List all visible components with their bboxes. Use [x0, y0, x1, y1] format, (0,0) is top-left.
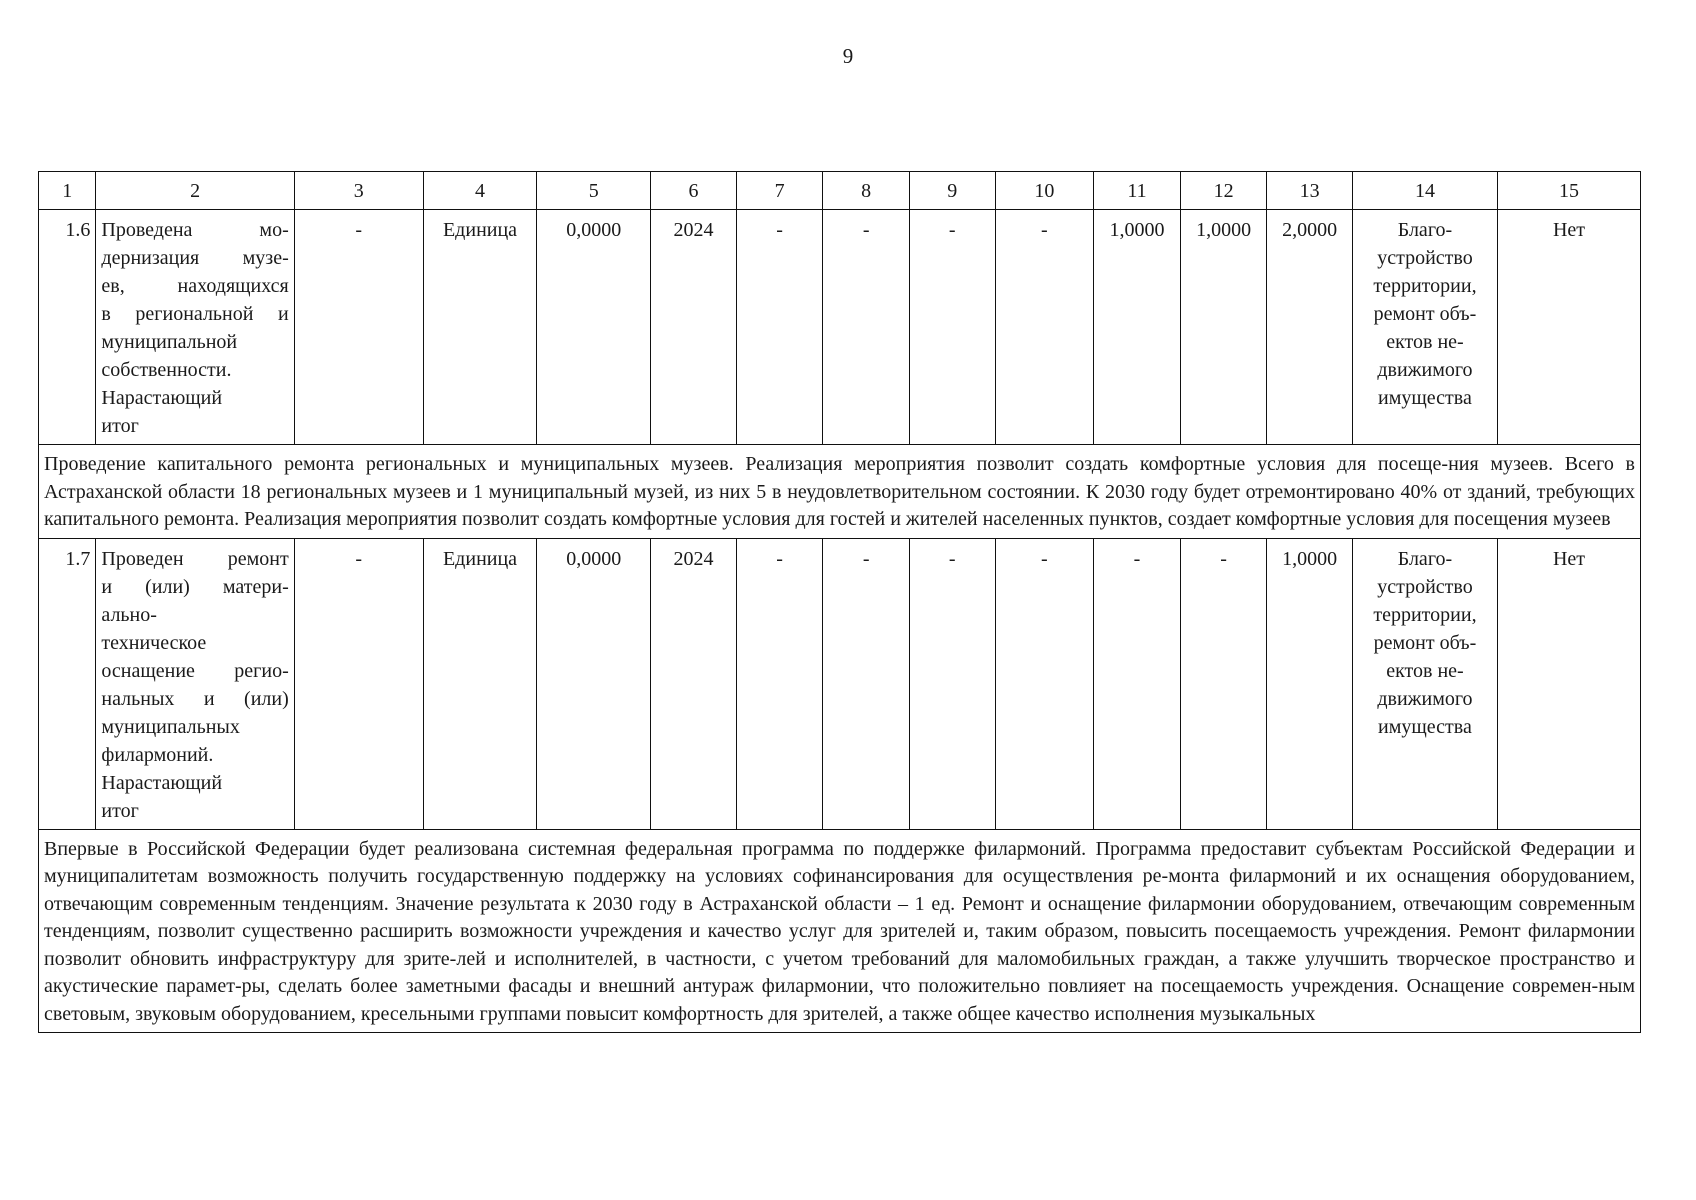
- unit-cell: Единица: [423, 210, 537, 445]
- page-number: 9: [842, 44, 854, 68]
- cell-text-line: ектов не-: [1386, 331, 1464, 353]
- table-cell: Нет: [1497, 538, 1640, 829]
- column-header: 7: [736, 172, 823, 210]
- cell-text-line: в региональной и: [101, 303, 289, 325]
- table-cell: -: [823, 538, 910, 829]
- table-cell: -: [909, 210, 995, 445]
- cell-text-line: ально-: [101, 603, 157, 626]
- table-row: [39, 538, 1641, 829]
- cell-text-line: Благо-: [1397, 219, 1453, 241]
- cell-text-line: движимого: [1377, 687, 1473, 710]
- result-type-cell: [1352, 538, 1497, 829]
- table-cell: 1,0000: [1267, 538, 1353, 829]
- unit-cell: Единица: [423, 538, 537, 829]
- row-number: 1.6: [39, 210, 96, 445]
- table-cell: -: [1180, 538, 1267, 829]
- cell-text-line: итог: [101, 415, 139, 437]
- description-row: [39, 445, 1641, 539]
- cell-text-line: собственности.: [101, 359, 232, 381]
- cell-text-line: устройство: [1377, 247, 1473, 269]
- cell-text-line: ектов не-: [1386, 659, 1464, 682]
- cell-text-line: имущества: [1378, 387, 1472, 409]
- table-cell: -: [294, 538, 423, 829]
- cell-text-line: ремонт объ-: [1373, 303, 1477, 325]
- cell-text-line: итог: [101, 799, 139, 822]
- column-header: 1: [39, 172, 96, 210]
- column-header: 15: [1497, 172, 1640, 210]
- cell-text-line: Благо-: [1397, 547, 1453, 570]
- cell-text-line: Проведен ремонт: [101, 547, 289, 570]
- cell-text-line: имущества: [1378, 715, 1472, 738]
- column-header: 12: [1180, 172, 1267, 210]
- table-cell: 1,0000: [1094, 210, 1181, 445]
- cell-text-line: Нарастающий: [101, 387, 223, 409]
- column-header: 14: [1352, 172, 1497, 210]
- column-header: 9: [909, 172, 995, 210]
- column-header: 2: [96, 172, 294, 210]
- table-cell: -: [736, 210, 823, 445]
- cell-text-line: дернизация музе-: [101, 247, 289, 269]
- table-cell: 2,0000: [1267, 210, 1353, 445]
- column-header: 6: [651, 172, 737, 210]
- table-cell: -: [736, 538, 823, 829]
- column-header: 13: [1267, 172, 1353, 210]
- result-description: Проведение капитального ремонта региональных и муниципальных музеев. Реализация мероприятия позволит создать комфортные условия для посеще-ния музеев. Всего в Астраханской области 18 региональных музеев и 1 муниципальный музей, из них 5 в неудовлетворительном состоянии. К 2030 году будет отремонтировано 40% от зданий, требующих капитального ремонта. Реализация мероприятия позволит создать комфортные условия для гостей и жителей населенных пунктов, создает комфортные условия для посещения музеев: [39, 445, 1641, 539]
- cell-text-line: территории,: [1373, 603, 1477, 626]
- cell-text-line: оснащение регио-: [101, 659, 289, 682]
- cell-text-line: устройство: [1377, 575, 1473, 598]
- column-header: 10: [995, 172, 1094, 210]
- cell-text-line: муниципальных: [101, 715, 240, 738]
- cell-text-line: и (или) матери-: [101, 575, 289, 598]
- table-cell: Нет: [1497, 210, 1640, 445]
- result-name: [96, 538, 294, 829]
- row-number: 1.7: [39, 538, 96, 829]
- base-value-cell: 0,0000: [537, 538, 651, 829]
- table-cell: 1,0000: [1180, 210, 1267, 445]
- table-cell: -: [995, 210, 1094, 445]
- cell-text-line: техническое: [101, 631, 207, 654]
- table-cell: -: [823, 210, 910, 445]
- base-year-cell: 2024: [651, 210, 737, 445]
- table-cell: -: [1094, 538, 1181, 829]
- header-row: [39, 172, 1641, 210]
- base-value-cell: 0,0000: [537, 210, 651, 445]
- table-row: [39, 210, 1641, 445]
- cell-text-line: движимого: [1377, 359, 1473, 381]
- description-row: [39, 829, 1641, 1033]
- column-header: 3: [294, 172, 423, 210]
- column-header: 5: [537, 172, 651, 210]
- cell-text-line: ремонт объ-: [1373, 631, 1477, 654]
- cell-text-line: филармоний.: [101, 743, 214, 766]
- table-cell: -: [909, 538, 995, 829]
- result-type-cell: [1352, 210, 1497, 445]
- cell-text-line: Проведена мо-: [101, 219, 289, 241]
- column-header: 8: [823, 172, 910, 210]
- result-description: Впервые в Российской Федерации будет реализована системная федеральная программа по поддержке филармоний. Программа предоставит субъектам Российской Федерации и муниципалитетам возможность получить государственную поддержку на условиях софинансирования для осуществления ре-монта филармоний и их оснащения оборудованием, отвечающим современным тенденциям. Значение результата к 2030 году в Астраханской области – 1 ед. Ремонт и оснащение филармонии оборудованием, отвечающим современным тенденциям, позволит существенно расширить возможности учреждения и качество услуг для зрителей и, таким образом, повысить посещаемость учреждения. Ремонт филармонии позволит обновить инфраструктуру для зрите-лей и исполнителей, в частности, с учетом требований для маломобильных граждан, а также улучшить творческое пространство и акустические парамет-ры, сделать более заметными фасады и внешний антураж филармонии, что положительно повлияет на посещаемость учреждения. Оснащение современ-ным световым, звуковым оборудованием, кресельными группами повысит комфортность для зрителей, а также общее качество исполнения музыкальных: [39, 829, 1641, 1033]
- cell-text-line: территории,: [1373, 275, 1477, 297]
- cell-text-line: муниципальной: [101, 331, 238, 353]
- cell-text-line: ев, находящихся: [101, 275, 289, 297]
- result-name: [96, 210, 294, 445]
- column-header: 4: [423, 172, 537, 210]
- table-cell: -: [294, 210, 423, 445]
- column-header: 11: [1094, 172, 1181, 210]
- cell-text-line: нальных и (или): [101, 687, 289, 710]
- results-table: [38, 171, 1641, 1033]
- table-cell: -: [995, 538, 1094, 829]
- cell-text-line: Нарастающий: [101, 771, 223, 794]
- base-year-cell: 2024: [651, 538, 737, 829]
